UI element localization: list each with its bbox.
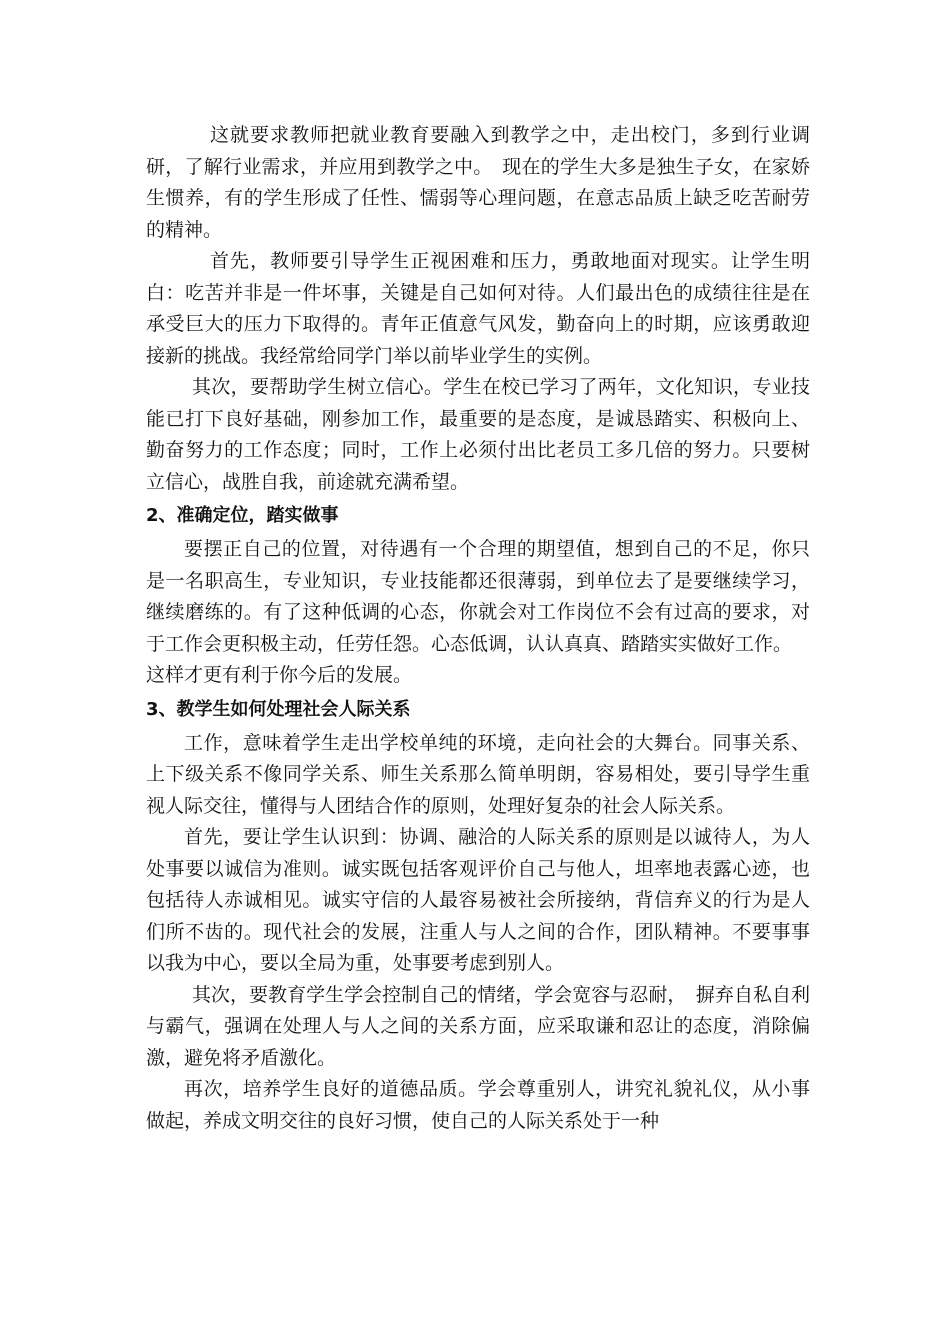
paragraph-moral-character: 再次，培养学生良好的道德品质。学会尊重别人，讲究礼貌礼仪，从小事做起，养成文明交往的良好习惯，使自己的人际关系处于一种	[146, 1078, 810, 1132]
section-heading-3: 3、教学生如何处理社会人际关系	[146, 698, 411, 720]
paragraph-control-emotions: 其次，要教育学生学会控制自己的情绪，学会宽容与忍耐， 摒弃自私自利与霸气，强调在处理人与人之间的关系方面，应采取谦和忍让的态度，消除偏激，避免将矛盾激化。	[146, 983, 810, 1069]
paragraph-employment-education: 这就要求教师把就业教育要融入到教学之中，走出校门，多到行业调研，了解行业需求，并应用到教学之中。 现在的学生大多是独生子女，在家娇生惯养，有的学生形成了任性、懦弱等心理问题，在意志品质上缺乏吃苦耐劳的精神。	[146, 124, 810, 241]
paragraph-build-confidence: 其次，要帮助学生树立信心。学生在校已学习了两年，文化知识，专业技能已打下良好基础，刚参加工作，最重要的是态度，是诚恳踏实、积极向上、勤奋努力的工作态度；同时，工作上必须付出比老员工多几倍的努力。只要树立信心，战胜自我，前途就充满希望。	[146, 376, 810, 493]
paragraph-honesty-principle: 首先，要让学生认识到：协调、融洽的人际关系的原则是以诚待人，为人处事要以诚信为准则。诚实既包括客观评价自己与他人，坦率地表露心迹，也包括待人赤诚相见。诚实守信的人最容易被社会所接纳，背信弃义的行为是人们所不齿的。现代社会的发展，注重人与人之间的合作，团队精神。不要事事以我为中心，要以全局为重，处事要考虑到别人。	[146, 826, 810, 974]
paragraph-work-social-stage: 工作，意味着学生走出学校单纯的环境，走向社会的大舞台。同事关系、上下级关系不像同学关系、师生关系那么简单明朗，容易相处，要引导学生重视人际交往，懂得与人团结合作的原则，处理好复杂的社会人际关系。	[146, 731, 810, 817]
section-heading-2: 2、准确定位，踏实做事	[146, 505, 339, 526]
paragraph-future-development: 这样才更有利于你今后的发展。	[146, 664, 413, 686]
paragraph-face-pressure: 首先，教师要引导学生正视困难和压力，勇敢地面对现实。让学生明白：吃苦并非是一件坏事，关键是自己如何对待。人们最出色的成绩往往是在承受巨大的压力下取得的。青年正值意气风发，勤奋向上的时期，应该勇敢迎接新的挑战。我经常给同学门举以前毕业学生的实例。	[146, 250, 810, 367]
document-body	[146, 120, 810, 1137]
paragraph-position-yourself: 要摆正自己的位置，对待遇有一个合理的期望值，想到自己的不足，你只是一名职高生，专业知识，专业技能都还很薄弱，到单位去了是要继续学习，继续磨练的。有了这种低调的心态，你就会对工作岗位不会有过高的要求，对于工作会更积极主动，任劳任怨。心态低调，认认真真、踏踏实实做好工作。	[146, 538, 810, 655]
